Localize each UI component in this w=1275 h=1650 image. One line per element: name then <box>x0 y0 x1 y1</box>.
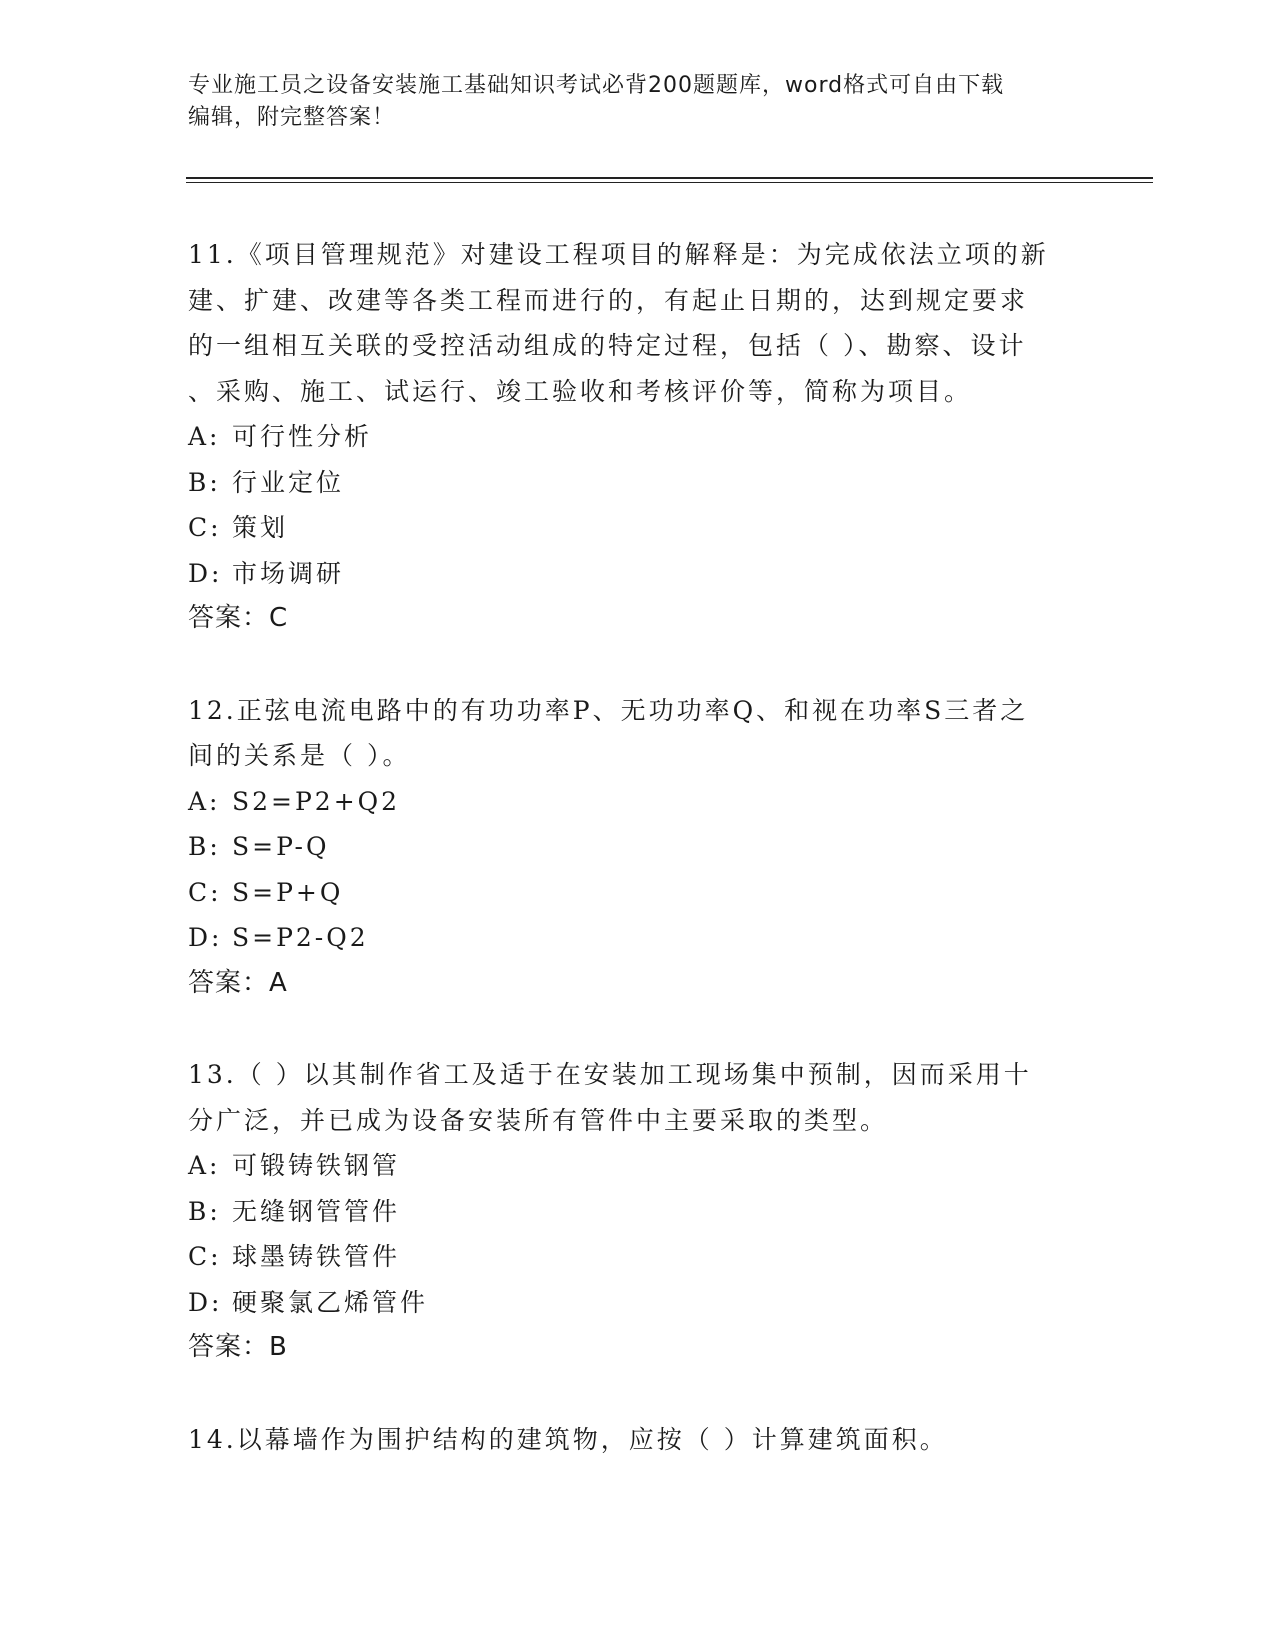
option-a <box>188 1143 1088 1189</box>
question-text-line: 13.（ ）以其制作省工及适于在安装加工现场集中预制，因而采用十 <box>188 1060 1032 1089</box>
option-a <box>188 779 1088 825</box>
option-text: 策划 <box>232 513 289 542</box>
option-letter: C: <box>188 513 222 542</box>
answer-line: 答案：B <box>188 1332 288 1362</box>
question-spacer <box>188 1371 1088 1417</box>
option-text: 可行性分析 <box>232 422 373 451</box>
question-text-line: 建、扩建、改建等各类工程而进行的，有起止日期的，达到规定要求 <box>188 285 1029 315</box>
option-text: 球墨铸铁管件 <box>232 1242 401 1271</box>
option-letter: A: <box>188 1151 221 1180</box>
option-letter: A: <box>188 786 221 816</box>
option-text: 无缝钢管管件 <box>232 1196 401 1226</box>
option-text: S2=P2+Q2 <box>232 786 401 816</box>
question-item <box>188 1417 1088 1463</box>
option-b <box>188 460 1088 506</box>
option-letter: B: <box>188 1196 221 1226</box>
option-letter: B: <box>188 832 221 861</box>
question-spacer <box>188 642 1088 688</box>
option-letter: C: <box>188 1242 222 1271</box>
option-text: S=P+Q <box>232 877 344 907</box>
question-text-line: 间的关系是（ ）。 <box>188 741 411 770</box>
option-letter: D: <box>188 558 223 588</box>
question-list <box>188 232 1088 1462</box>
option-letter: D: <box>188 923 223 952</box>
option-text: 硬聚氯乙烯管件 <box>232 1287 429 1317</box>
option-b <box>188 824 1088 870</box>
answer-line: 答案：C <box>188 603 289 633</box>
option-c <box>188 505 1088 551</box>
question-text-line: 、采购、施工、试运行、竣工验收和考核评价等，简称为项目。 <box>188 376 973 406</box>
option-d <box>188 551 1088 597</box>
option-text: 市场调研 <box>232 558 345 588</box>
header-divider-thick <box>186 177 1153 179</box>
option-letter: C: <box>188 877 222 907</box>
question-text-line: 的一组相互关联的受控活动组成的特定过程，包括（ ）、勘察、设计 <box>188 331 1027 360</box>
question-text-line: 11.《项目管理规范》对建设工程项目的解释是：为完成依法立项的新 <box>188 240 1049 269</box>
option-c <box>188 1234 1088 1280</box>
question-item <box>188 1052 1088 1371</box>
option-text: 行业定位 <box>232 467 345 497</box>
header-title-line-2: 编辑，附完整答案！ <box>188 105 396 130</box>
document-header <box>188 70 1088 134</box>
question-item <box>188 232 1088 642</box>
question-spacer <box>188 1006 1088 1052</box>
option-c <box>188 870 1088 916</box>
option-letter: A: <box>188 422 221 451</box>
option-text: 可锻铸铁钢管 <box>232 1151 401 1180</box>
option-letter: B: <box>188 467 221 497</box>
option-b <box>188 1189 1088 1235</box>
header-title-line-1: 专业施工员之设备安装施工基础知识考试必背200题题库，word格式可自由下载 <box>188 73 1005 98</box>
option-letter: D: <box>188 1287 223 1317</box>
question-text-line: 分广泛，并已成为设备安装所有管件中主要采取的类型。 <box>188 1105 889 1135</box>
question-text-line: 14.以幕墙作为围护结构的建筑物，应按（ ）计算建筑面积。 <box>188 1424 948 1454</box>
option-d <box>188 915 1088 961</box>
answer-line: 答案：A <box>188 967 288 998</box>
option-a <box>188 414 1088 460</box>
question-text-line: 12.正弦电流电路中的有功功率P、无功功率Q、和视在功率S三者之 <box>188 695 1029 725</box>
header-divider-thin <box>186 182 1153 183</box>
option-d <box>188 1280 1088 1326</box>
option-text: S=P-Q <box>232 832 330 861</box>
option-text: S=P2-Q2 <box>232 923 369 952</box>
question-item <box>188 688 1088 1007</box>
